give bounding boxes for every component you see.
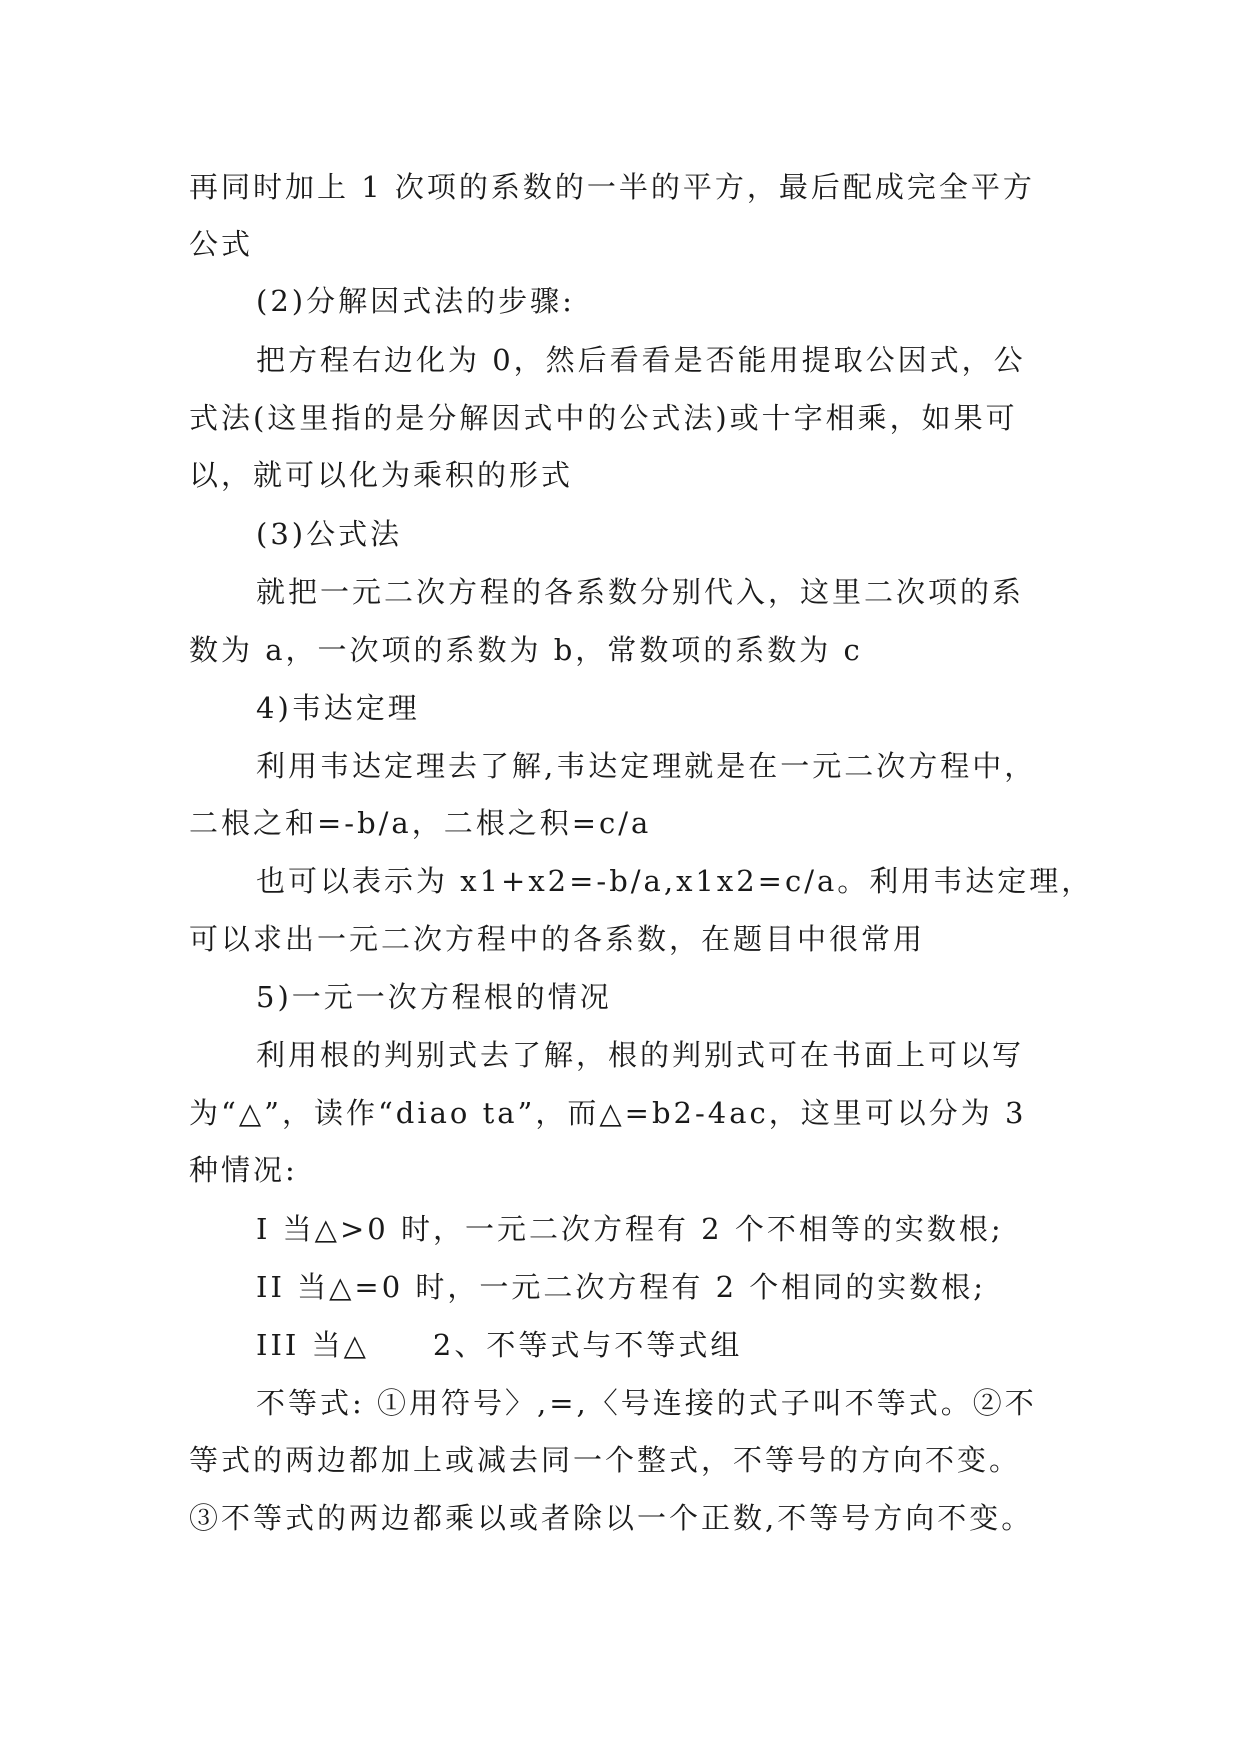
section-heading: (2)分解因式法的步骤: [256,284,575,318]
text-line: ③不等式的两边都乘以或者除以一个正数,不等号方向不变。 [189,1501,1034,1535]
text-line: 再同时加上 1 次项的系数的一半的平方，最后配成完全平方 [189,170,1035,204]
text-line: 也可以表示为 x1+x2=-b/a,x1x2=c/a。利用韦达定理， [256,864,1094,898]
text-line: 利用韦达定理去了解,韦达定理就是在一元二次方程中， [256,749,1037,783]
text-line: 二根之和=-b/a，二根之积=c/a [189,806,652,840]
text-line: 利用根的判别式去了解，根的判别式可在书面上可以写 [256,1038,1025,1072]
text-line: 种情况: [189,1153,298,1187]
text-line: 数为 a，一次项的系数为 b，常数项的系数为 c [189,633,863,667]
section-heading: 5)一元一次方程根的情况 [256,980,612,1014]
text-line: 等式的两边都加上或减去同一个整式，不等号的方向不变。 [189,1443,1022,1477]
list-item: III 当△ 2、不等式与不等式组 [256,1328,743,1362]
text-line: 式法(这里指的是分解因式中的公式法)或十字相乘，如果可 [189,401,1018,435]
text-line: 可以求出一元二次方程中的各系数，在题目中很常用 [189,922,926,956]
text-line: 公式 [189,227,254,261]
section-heading: 4)韦达定理 [256,691,420,725]
text-line: 为“△”，读作“diao ta”，而△=b2-4ac，这里可以分为 3 [189,1096,1027,1130]
text-line: 不等式: ①用符号〉,=,〈号连接的式子叫不等式。②不 [256,1386,1037,1420]
list-item: I 当△>0 时，一元二次方程有 2 个不相等的实数根; [256,1212,1004,1246]
list-item: II 当△=0 时，一元二次方程有 2 个相同的实数根; [256,1270,987,1304]
section-heading: (3)公式法 [256,517,403,551]
text-line: 以，就可以化为乘积的形式 [189,458,574,492]
text-line: 就把一元二次方程的各系数分别代入，这里二次项的系 [256,575,1025,609]
text-line: 把方程右边化为 0，然后看看是否能用提取公因式，公 [256,343,1026,377]
